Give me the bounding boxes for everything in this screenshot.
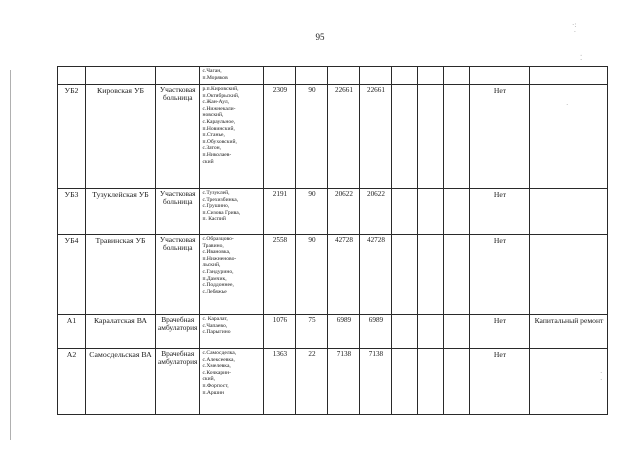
- institution-code-cell: УБ2: [58, 85, 86, 189]
- village-name: с.Нижнекали-: [202, 105, 236, 112]
- village-name: п.Моряков: [202, 74, 228, 81]
- village-name: п.Обуховский,: [202, 138, 237, 145]
- note-cell: [530, 85, 608, 189]
- village-name: п.Форпост,: [202, 382, 229, 389]
- village-name: с.Лебяжье: [202, 288, 227, 295]
- institution-code-cell: [58, 67, 86, 85]
- empty-cell: [444, 315, 470, 349]
- village-name: п.Аршин: [202, 389, 224, 396]
- population-cell: 2558: [264, 235, 296, 315]
- village-name: р.п.Кировский,: [202, 86, 239, 92]
- percent-cell: [296, 67, 328, 85]
- empty-cell: [418, 349, 444, 415]
- village-name: п.Станье,: [202, 132, 225, 139]
- table-row: [58, 189, 608, 235]
- value-cell: 6989: [360, 315, 392, 349]
- scan-artifact-mark: · ·: [600, 369, 603, 384]
- note-cell: [530, 189, 608, 235]
- institution-type-cell: Участковая больница: [156, 85, 200, 189]
- served-villages-cell: [200, 85, 264, 189]
- table-row: [58, 67, 608, 85]
- empty-cell: [444, 85, 470, 189]
- population-cell: 2309: [264, 85, 296, 189]
- institution-name-cell: Травинская УБ: [86, 235, 156, 315]
- village-name: п.Нижненово-: [202, 255, 237, 262]
- village-name: ский,: [202, 376, 216, 383]
- village-name: с.Трехизбинка,: [202, 196, 239, 203]
- institution-name-cell: Каралатская ВА: [86, 315, 156, 349]
- value-cell: 7138: [328, 349, 360, 415]
- village-name: ский: [202, 158, 214, 165]
- value-cell: 42728: [360, 235, 392, 315]
- empty-cell: [392, 235, 418, 315]
- table-row: [58, 315, 608, 349]
- institution-name-cell: Самосдельская ВА: [86, 349, 156, 415]
- empty-cell: [418, 315, 444, 349]
- page-number: 95: [315, 32, 325, 42]
- village-name: новский,: [202, 112, 224, 119]
- village-name: с.Образцово-: [202, 236, 234, 242]
- empty-cell: [444, 235, 470, 315]
- served-villages-cell: [200, 315, 264, 349]
- note-cell: [530, 235, 608, 315]
- empty-cell: [444, 349, 470, 415]
- served-villages-cell: [200, 67, 264, 85]
- scan-artifact-mark: ·: ·: [572, 21, 577, 36]
- table-row: [58, 349, 608, 415]
- institution-code-cell: А2: [58, 349, 86, 415]
- institution-code-cell: А1: [58, 315, 86, 349]
- village-name: с.Гандурино,: [202, 268, 234, 275]
- village-name: п.Николаев-: [202, 151, 232, 158]
- village-name: п.Новинский,: [202, 125, 235, 132]
- institution-name-cell: Кировская УБ: [86, 85, 156, 189]
- village-name: с.Хмелевка,: [202, 363, 231, 370]
- note-cell: [530, 349, 608, 415]
- village-name: с.Алексеевка,: [202, 356, 235, 363]
- note-cell: Капитальный ремонт: [530, 315, 608, 349]
- served-villages-cell: [200, 189, 264, 235]
- value-cell: [360, 67, 392, 85]
- village-name: льский,: [202, 262, 221, 269]
- population-cell: 2191: [264, 189, 296, 235]
- institution-code-cell: УБ4: [58, 235, 86, 315]
- value-cell: 22661: [328, 85, 360, 189]
- percent-cell: 90: [296, 85, 328, 189]
- village-name: п.Дамчик,: [202, 275, 227, 282]
- left-margin-rule: [10, 70, 11, 440]
- status-flag-cell: Нет: [470, 349, 530, 415]
- table-row: [58, 235, 608, 315]
- village-name: с.Парыгино: [202, 329, 231, 336]
- institution-type-cell: Врачебная амбулатория: [156, 349, 200, 415]
- status-flag-cell: [470, 67, 530, 85]
- scan-artifact-mark: ⁚: [580, 54, 583, 62]
- institution-type-cell: Участковая больница: [156, 189, 200, 235]
- table-row: [58, 85, 608, 189]
- institution-name-cell: Тузуклейская УБ: [86, 189, 156, 235]
- served-villages-cell: [200, 235, 264, 315]
- value-cell: 6989: [328, 315, 360, 349]
- percent-cell: 75: [296, 315, 328, 349]
- village-name: с.Тузуклей,: [202, 190, 230, 196]
- value-cell: [328, 67, 360, 85]
- empty-cell: [418, 67, 444, 85]
- empty-cell: [392, 67, 418, 85]
- percent-cell: 90: [296, 189, 328, 235]
- village-name: с.Грушино,: [202, 203, 230, 210]
- institution-type-cell: Врачебная амбулатория: [156, 315, 200, 349]
- institution-type-cell: Участковая больница: [156, 235, 200, 315]
- empty-cell: [392, 85, 418, 189]
- village-name: п.Октябрьский,: [202, 92, 240, 99]
- served-villages-cell: [200, 349, 264, 415]
- value-cell: 22661: [360, 85, 392, 189]
- empty-cell: [444, 67, 470, 85]
- status-flag-cell: Нет: [470, 85, 530, 189]
- village-name: с.Жан-Аул,: [202, 99, 230, 106]
- village-name: Травино,: [202, 242, 224, 249]
- institution-name-cell: [86, 67, 156, 85]
- status-flag-cell: Нет: [470, 235, 530, 315]
- scan-artifact-mark: ·: [566, 101, 569, 109]
- village-name: с.Кочкарин-: [202, 369, 232, 376]
- village-name: с.Караульное,: [202, 118, 236, 125]
- percent-cell: 22: [296, 349, 328, 415]
- village-name: с.Поддоннее,: [202, 282, 234, 289]
- empty-cell: [392, 349, 418, 415]
- village-name: с. Каралат,: [202, 316, 228, 322]
- empty-cell: [418, 189, 444, 235]
- note-cell: [530, 67, 608, 85]
- value-cell: 42728: [328, 235, 360, 315]
- percent-cell: 90: [296, 235, 328, 315]
- village-name: с.Затон,: [202, 145, 222, 152]
- status-flag-cell: Нет: [470, 315, 530, 349]
- institution-code-cell: УБ3: [58, 189, 86, 235]
- village-name: с.Чаган,: [202, 68, 222, 74]
- village-name: п. Каспий: [202, 216, 226, 223]
- empty-cell: [392, 189, 418, 235]
- village-name: с.Чапаево,: [202, 322, 228, 329]
- institution-type-cell: [156, 67, 200, 85]
- value-cell: 20622: [328, 189, 360, 235]
- value-cell: 7138: [360, 349, 392, 415]
- empty-cell: [444, 189, 470, 235]
- population-cell: 1363: [264, 349, 296, 415]
- village-name: с.Ивановка,: [202, 249, 231, 256]
- empty-cell: [418, 235, 444, 315]
- status-flag-cell: Нет: [470, 189, 530, 235]
- value-cell: 20622: [360, 189, 392, 235]
- institutions-table: [57, 66, 608, 415]
- population-cell: [264, 67, 296, 85]
- empty-cell: [392, 315, 418, 349]
- village-name: с.Самосделка,: [202, 350, 237, 356]
- village-name: п.Сизова Грива,: [202, 209, 241, 216]
- empty-cell: [418, 85, 444, 189]
- population-cell: 1076: [264, 315, 296, 349]
